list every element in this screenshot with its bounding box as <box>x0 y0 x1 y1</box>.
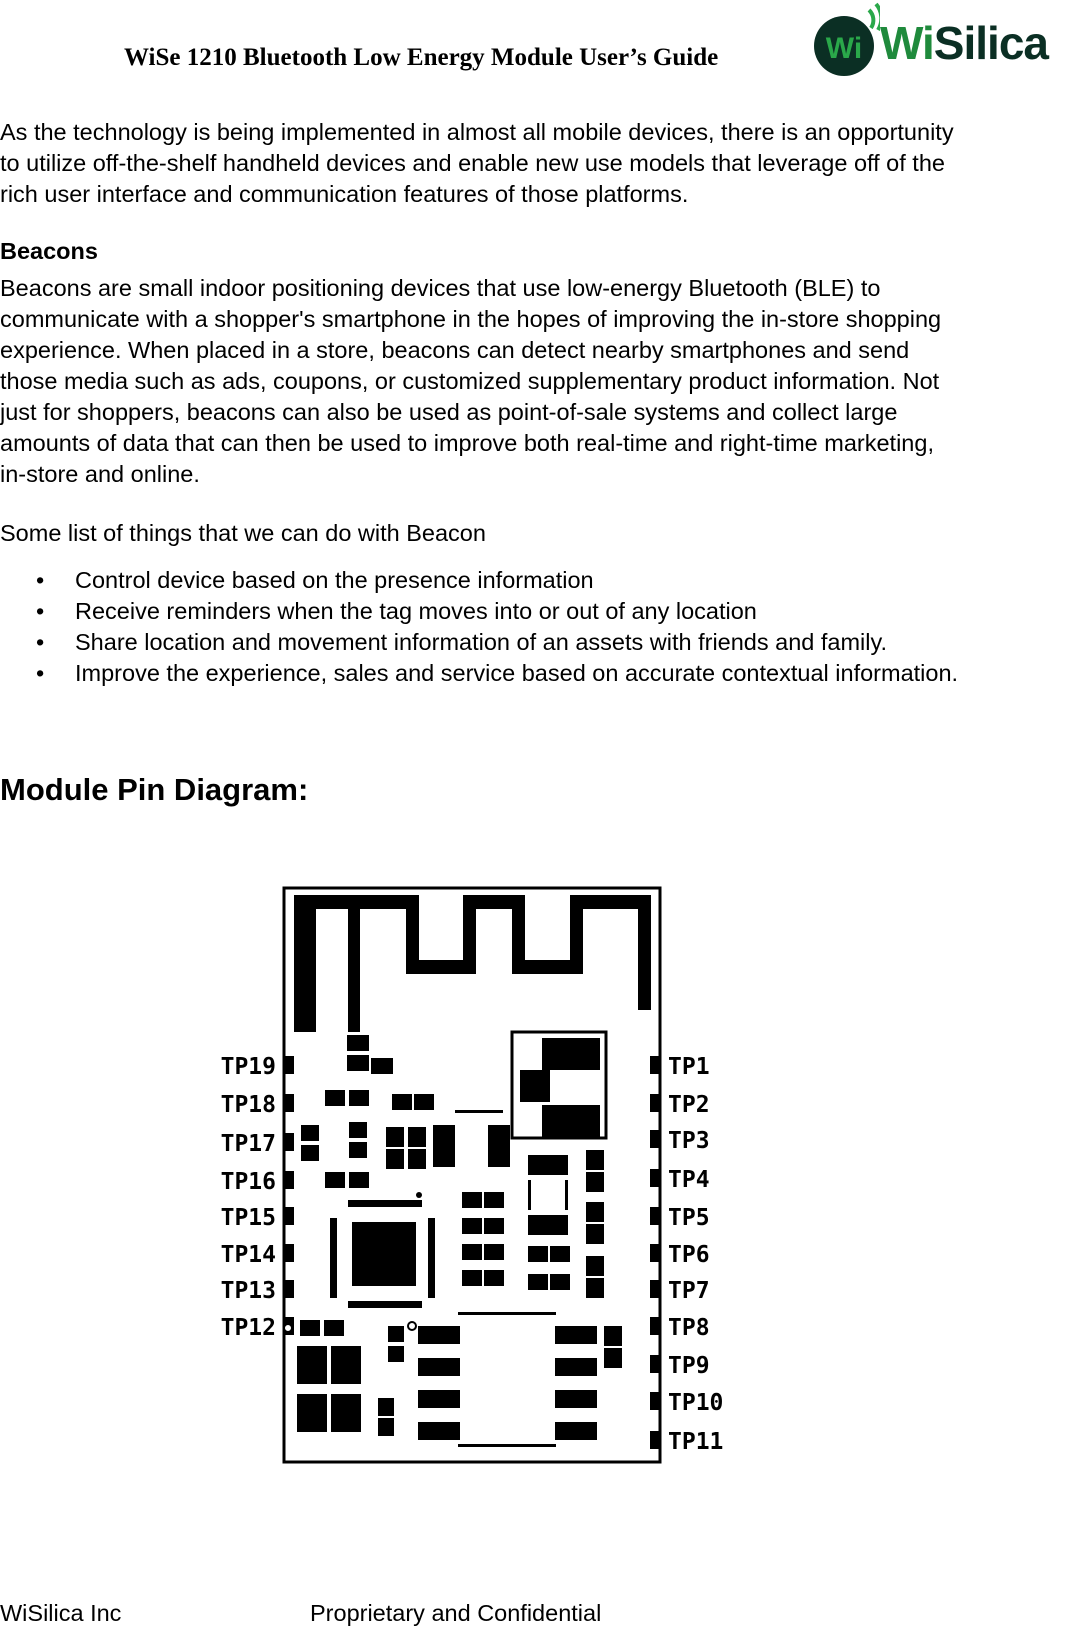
wisilica-wordmark <box>880 16 1048 70</box>
pin-label-right: TP10 <box>668 1390 724 1416</box>
pin-label-right: TP11 <box>668 1429 724 1455</box>
document-title: WiSe 1210 Bluetooth Low Energy Module User’s Guide <box>124 44 719 71</box>
beacons-paragraph: Beacons are small indoor positioning devices that use low-energy Bluetooth (BLE) to communicate with a shopper's smartphone in the hopes of improving the in-store shopping experience. When placed in a store, beacons can detect nearby smartphones and send those media such as ads, coupons, or customized supplementary product information. Not just for shoppers, beacons can also be used as point-of-sale systems and collect large amounts of data that can then be used to improve both real-time and right-time marketing, in-store and online. <box>0 275 942 487</box>
pin-label-right: TP4 <box>668 1167 710 1193</box>
beacons-heading: Beacons <box>0 238 98 264</box>
pin-label-left: TP18 <box>220 1092 276 1118</box>
pin-label-left: TP13 <box>220 1278 276 1304</box>
module-board-drawing <box>200 880 760 1480</box>
pin-label-left: TP12 <box>220 1315 276 1341</box>
list-item <box>0 659 980 688</box>
wordmark-accent: Wi <box>880 17 934 69</box>
bullet-icon: • <box>36 598 45 624</box>
pin-label-left: TP19 <box>220 1054 276 1080</box>
pin-diagram-title: Module Pin Diagram: <box>0 772 309 807</box>
pin-label-right: TP8 <box>668 1315 710 1341</box>
footer-notice: Proprietary and Confidential <box>310 1600 602 1626</box>
pin-label-left: TP16 <box>220 1169 276 1195</box>
pin-label-right: TP3 <box>668 1128 710 1154</box>
svg-text:Wi: Wi <box>825 32 863 65</box>
pin-label-right: TP5 <box>668 1205 710 1231</box>
beacon-uses-list <box>0 566 980 690</box>
pin-label-right: TP9 <box>668 1353 710 1379</box>
list-item-text: Receive reminders when the tag moves into or out of any location <box>75 598 757 624</box>
module-pin-diagram <box>200 880 760 1485</box>
bullet-icon: • <box>36 660 45 686</box>
wifi-badge-icon <box>814 0 880 80</box>
list-item <box>0 628 980 657</box>
footer-company: WiSilica Inc <box>0 1600 122 1626</box>
pin-label-left: TP17 <box>220 1131 276 1157</box>
list-item <box>0 566 980 595</box>
pin-label-left: TP15 <box>220 1205 276 1231</box>
list-item <box>0 597 980 626</box>
pin-label-left: TP14 <box>220 1242 276 1268</box>
list-item-text: Improve the experience, sales and service based on accurate contextual information. <box>75 660 959 686</box>
beacon-list-intro: Some list of things that we can do with Beacon <box>0 520 486 546</box>
pin-label-right: TP7 <box>668 1278 710 1304</box>
list-item-text: Control device based on the presence information <box>75 567 594 593</box>
bullet-icon: • <box>36 629 45 655</box>
pin-label-right: TP6 <box>668 1242 710 1268</box>
bullet-icon: • <box>36 567 45 593</box>
wordmark-rest: Silica <box>933 17 1048 69</box>
wisilica-logo <box>814 0 880 85</box>
intro-paragraph: As the technology is being implemented in almost all mobile devices, there is an opportunity to utilize off-the-shelf handheld devices and enable new use models that leverage off of the rich user interface and communication features of those platforms. <box>0 119 954 207</box>
pin-label-right: TP2 <box>668 1092 710 1118</box>
pin-label-right: TP1 <box>668 1054 710 1080</box>
list-item-text: Share location and movement information of an assets with friends and family. <box>75 629 888 655</box>
